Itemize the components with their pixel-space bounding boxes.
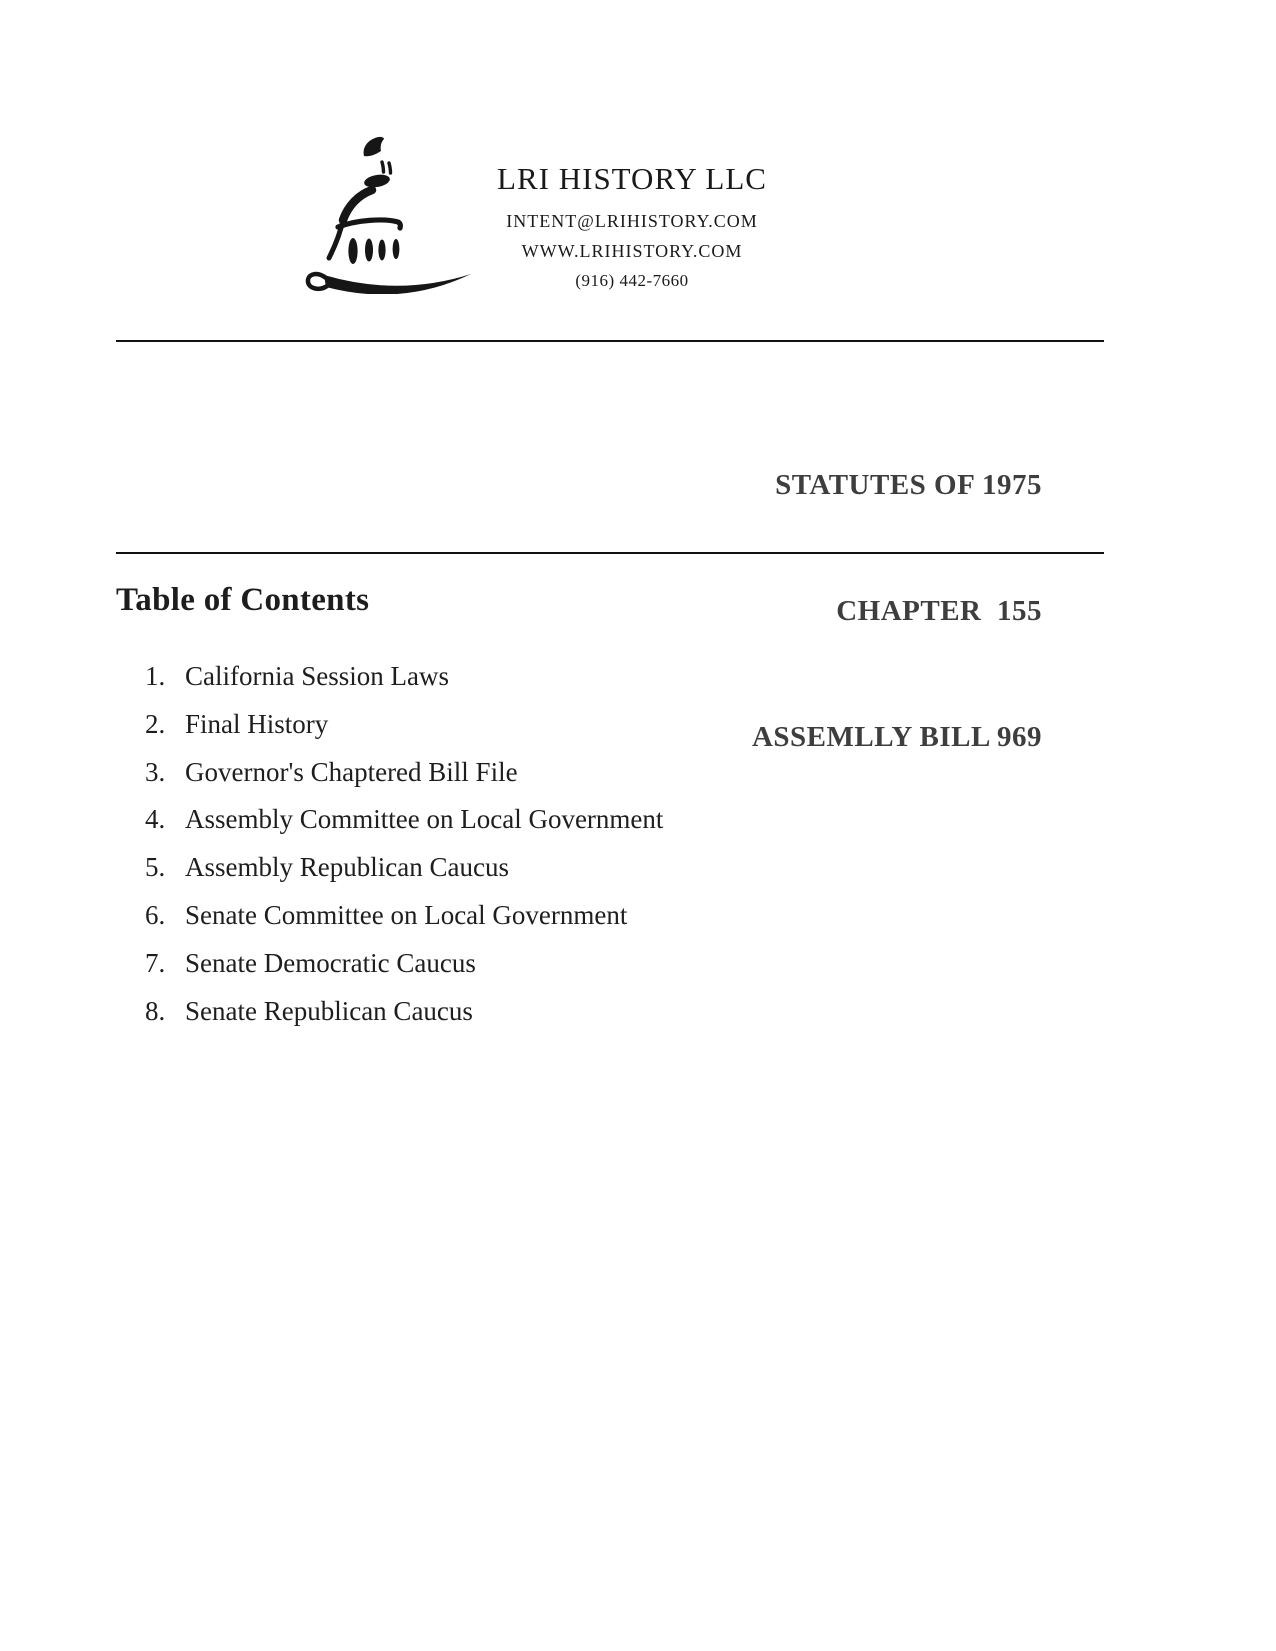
toc-item-label: Senate Democratic Caucus xyxy=(185,947,476,978)
toc-item-label: Senate Committee on Local Government xyxy=(185,899,628,930)
toc-item xyxy=(145,892,663,940)
toc-item-number: 6. xyxy=(145,899,166,930)
divider-bottom xyxy=(116,552,1104,554)
toc-item xyxy=(145,844,663,892)
toc-item-number: 4. xyxy=(145,804,166,835)
divider-top xyxy=(116,340,1104,342)
toc-item xyxy=(145,796,663,844)
letterhead xyxy=(432,160,832,296)
toc-item-number: 2. xyxy=(145,708,166,739)
company-email: INTENT@LRIHISTORY.COM xyxy=(506,211,758,231)
statute-reference-block xyxy=(752,380,1042,842)
toc-item-number: 3. xyxy=(145,756,166,787)
toc-item-label: Final History xyxy=(185,708,329,739)
toc-item xyxy=(145,749,663,797)
toc-list xyxy=(145,653,663,1035)
toc-item-label: Governor's Chaptered Bill File xyxy=(185,756,518,787)
toc-item xyxy=(145,988,663,1036)
toc-item-label: Assembly Republican Caucus xyxy=(185,852,509,883)
bill-line: ASSEMLLY BILL 969 xyxy=(751,721,1042,753)
toc-item xyxy=(145,701,663,749)
toc-item xyxy=(145,940,663,988)
toc-item-label: California Session Laws xyxy=(185,661,449,691)
toc-item-label: Assembly Committee on Local Government xyxy=(185,804,664,835)
company-name: LRI HISTORY LLC xyxy=(497,161,767,196)
toc-item-number: 1. xyxy=(145,661,166,691)
toc-item-label: Senate Republican Caucus xyxy=(185,995,473,1026)
statutes-line: STATUTES OF 1975 xyxy=(775,469,1042,501)
company-phone: (916) 442-7660 xyxy=(575,271,689,290)
toc-item-number: 8. xyxy=(145,995,166,1026)
toc-item-number: 5. xyxy=(145,852,166,883)
toc-item-number: 7. xyxy=(145,947,166,978)
toc-item xyxy=(145,653,663,701)
company-website: WWW.LRIHISTORY.COM xyxy=(521,241,743,261)
toc-heading: Table of Contents xyxy=(116,582,370,618)
chapter-line: CHAPTER 155 xyxy=(836,595,1042,627)
